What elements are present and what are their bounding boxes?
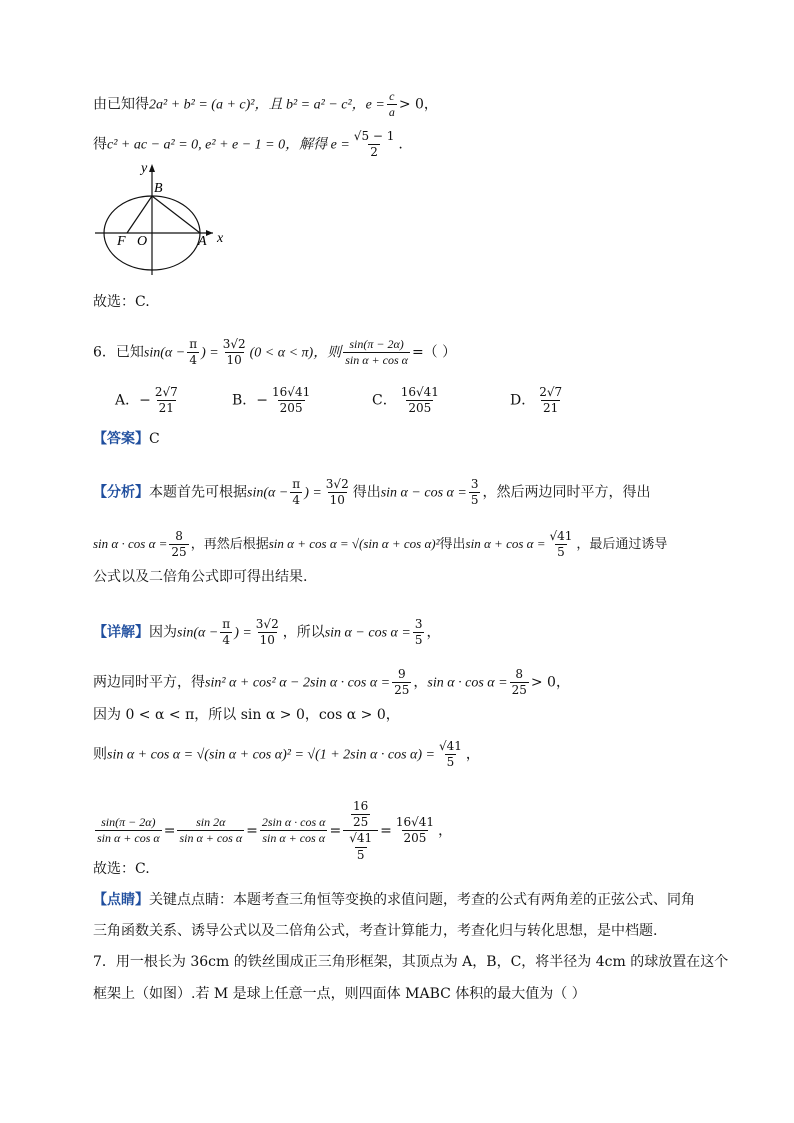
- label-A: A: [198, 234, 207, 249]
- solution-line-1: 由已知得2a² + b² = (a + c)²，且 b² = a² − c²，e = $\frac{c}{a}$ > 0，: [93, 89, 438, 120]
- fraction-3sqrt2-over-10: $\frac{3√2}{10}$: [222, 337, 246, 368]
- answer-select-1: 故选：C.: [93, 294, 150, 310]
- label-y: y: [141, 161, 148, 176]
- label-x: x: [217, 231, 224, 246]
- analysis-line-3: 公式以及二倍角公式即可得出结果.: [93, 569, 308, 585]
- q6-stem: 6．已知sin(α − $\frac{\pi}{4}$ ) = $\frac{3√2}{10}$ (0 < α < π)，则 $\frac{\sin(\pi - 2\alpha)}{\text{sin α + cos α}}$ =（ ）: [93, 337, 457, 368]
- comment-line-2: 三角函数关系、诱导公式以及二倍角公式，考查计算能力，考查化归与转化思想，是中档题.: [93, 923, 658, 939]
- q7-line-2: 框架上（如图）.若 M 是球上任意一点，则四面体 MABC 体积的最大值为（ ）: [93, 986, 586, 1002]
- analysis-line-1: 【分析】本题首先可根据sin(α − $\frac{\pi}{4}$ ) = $\frac{3√2}{10}$ 得出sin α − cos α = $\frac{3}{5}$ ，然后两边同时平方，得出: [93, 477, 651, 508]
- y-axis-arrow: [149, 164, 155, 172]
- fraction-expression: $\frac{\sin(\pi - 2\alpha)}{\text{sin α + cos α}}$: [345, 337, 408, 368]
- option-b[interactable]: B．− $\frac{16√41}{205}$: [232, 385, 311, 416]
- detail-line-1: 【详解】因为sin(α − $\frac{\pi}{4}$ ) = $\frac{3√2}{10}$ ，所以sin α − cos α = $\frac{3}{5}$ ，: [93, 617, 441, 648]
- answer-row: 【答案】C: [93, 431, 160, 447]
- option-a[interactable]: A．− $\frac{2√7}{21}$: [115, 385, 178, 416]
- fraction-c-over-a: $\frac{c}{a}$: [388, 89, 395, 120]
- detail-line-3: 因为 0 < α < π，所以 sin α > 0，cos α > 0，: [93, 707, 400, 723]
- detail-line-5: $\frac{\sin(\pi - 2\alpha)}{\text{sin α + cos α}}$ = $\frac{\sin 2\alpha}{\text{sin α + cos α}}$ = $\frac{\text{2sin α · cos α}}{\text{sin α + cos α}}$ = $\frac{\frac{16}{25}}{\frac{√41}{5}}$ = $\frac{16√41}{205}$ ，: [97, 799, 453, 862]
- detail-line-2: 两边同时平方，得sin² α + cos² α − 2sin α · cos α = $\frac{9}{25}$ ，sin α · cos α = $\frac{8}{25}$ > 0，: [93, 667, 570, 698]
- label-B: B: [154, 181, 163, 196]
- q7-line-1: 7．用一根长为 36cm 的铁丝围成正三角形框架，其顶点为 A，B，C，将半径为 4cm 的球放置在这个: [93, 954, 729, 970]
- ellipse-figure: [95, 160, 235, 275]
- segment-FB: [127, 196, 152, 233]
- x-axis-arrow: [206, 230, 213, 236]
- compound-fraction: $\frac{\frac{16}{25}}{\frac{√41}{5}}$: [343, 800, 378, 862]
- option-c[interactable]: C． $\frac{16√41}{205}$: [372, 385, 439, 416]
- fraction-e-value: $\frac{√5 - 1}{2}$: [353, 129, 395, 160]
- solution-line-2: 得c² + ac − a² = 0, e² + e − 1 = 0，解得 e = $\frac{√5 - 1}{2}$ .: [93, 129, 403, 160]
- answer-select-2: 故选：C.: [93, 861, 150, 877]
- option-d[interactable]: D． $\frac{2√7}{21}$: [510, 385, 563, 416]
- segment-BA: [152, 196, 200, 233]
- label-O: O: [137, 234, 148, 249]
- fraction-pi-over-4: $\frac{\pi}{4}$: [189, 337, 198, 368]
- detail-line-4: 则sin α + cos α = √(sin α + cos α)² = √(1 + 2sin α · cos α) = $\frac{√41}{5}$ ，: [93, 739, 480, 770]
- analysis-line-2: sin α · cos α = $\frac{8}{25}$ ，再然后根据sin α + cos α = √(sin α + cos α)²得出sin α + cos α = $\frac{√41}{5}$ ，最后通过诱导: [93, 529, 668, 560]
- comment-line-1: 【点睛】关键点点睛：本题考查三角恒等变换的求值问题，考查的公式有两角差的正弦公式、同角: [93, 892, 695, 908]
- label-F: F: [117, 234, 126, 249]
